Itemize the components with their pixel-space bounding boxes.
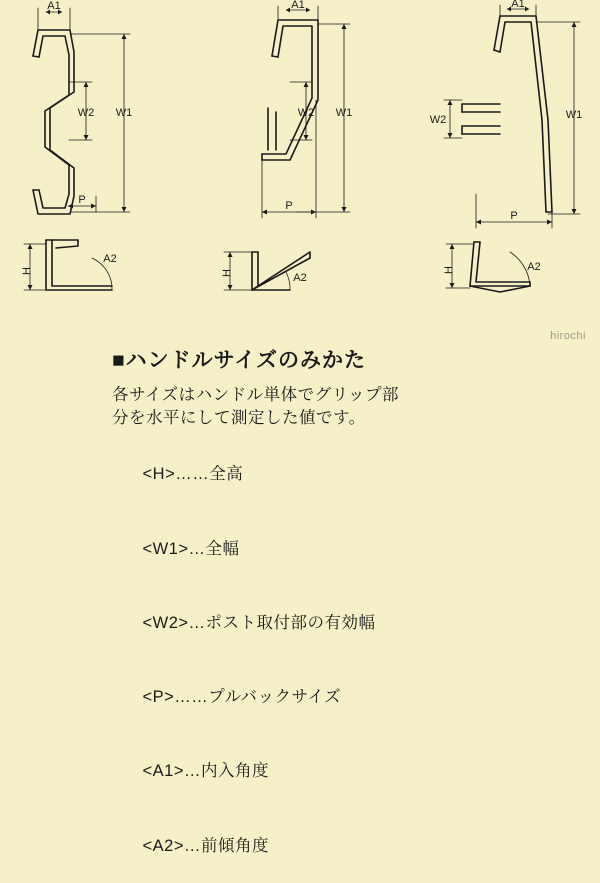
definition-item-p [112,660,600,734]
definition-dots-p: …… [174,688,209,707]
label-h-1: H [21,267,33,275]
definition-dots-a1: … [183,762,201,781]
definition-desc-a2: 前傾角度 [200,836,269,855]
definition-desc-w1: 全幅 [205,539,240,558]
label-p-3: P [510,210,518,222]
page-title: ■ハンドルサイズのみかた [112,349,367,372]
label-w1-2: W1 [335,107,353,119]
handlebar-side-view-3 [443,242,541,292]
label-p-1: P [78,194,86,206]
label-w2-2: W2 [297,107,315,119]
definition-dots-w2: … [188,613,206,632]
label-a2-3: A2 [527,261,541,273]
definition-item-w2 [112,586,600,660]
handlebar-front-view-1 [33,0,132,214]
label-a2-1: A2 [103,253,117,265]
watermark: hirochi [550,330,586,342]
description-line-1: 各サイズはハンドル単体でグリップ部 [112,386,400,404]
definition-desc-w2: ポスト取付部の有効幅 [205,613,376,632]
label-a2-2: A2 [293,272,307,284]
label-h-2: H [221,269,233,277]
label-a1-3: A1 [511,0,525,10]
definition-desc-h: 全高 [209,465,244,484]
dim-w1-1 [70,34,130,212]
description-paragraph [112,384,600,430]
definition-desc-a1: 内入角度 [200,762,269,781]
definition-term-w1: <W1> [142,539,189,558]
dim-h-1 [24,244,46,290]
label-p-2: P [285,200,293,212]
definition-term-p: <P> [142,688,175,707]
definition-list [112,438,600,883]
definition-item-w1 [112,512,600,586]
label-a1-1: A1 [47,0,61,12]
label-w2-3: W2 [429,114,447,126]
definition-term-a2: <A2> [142,836,184,855]
definition-desc-p: プルバックサイズ [208,688,342,707]
handlebar-side-view-2 [221,252,310,290]
definition-item-a1 [112,735,600,809]
definition-term-w2: <W2> [142,613,189,632]
definition-dots-a2: … [183,836,201,855]
handlebar-front-view-3 [430,0,583,228]
handlebar-side-view-1 [21,240,117,290]
label-w2-1: W2 [77,107,95,119]
handlebar-front-view-2 [262,0,352,218]
definition-item-h [112,438,600,512]
description-line-2: 分を水平にして測定した値です。 [112,408,366,427]
definition-dots-h: …… [175,465,210,484]
label-a1-2: A1 [291,0,305,11]
label-w1-1: W1 [115,107,133,119]
label-w1-3: W1 [565,109,583,121]
label-h-3: H [443,266,455,274]
dim-w2-3 [444,100,462,138]
definition-term-a1: <A1> [142,762,184,781]
legend-text-block [0,344,600,883]
definition-item-a2 [112,809,600,883]
definition-term-h: <H> [142,465,176,484]
definition-dots-w1: … [188,539,206,558]
